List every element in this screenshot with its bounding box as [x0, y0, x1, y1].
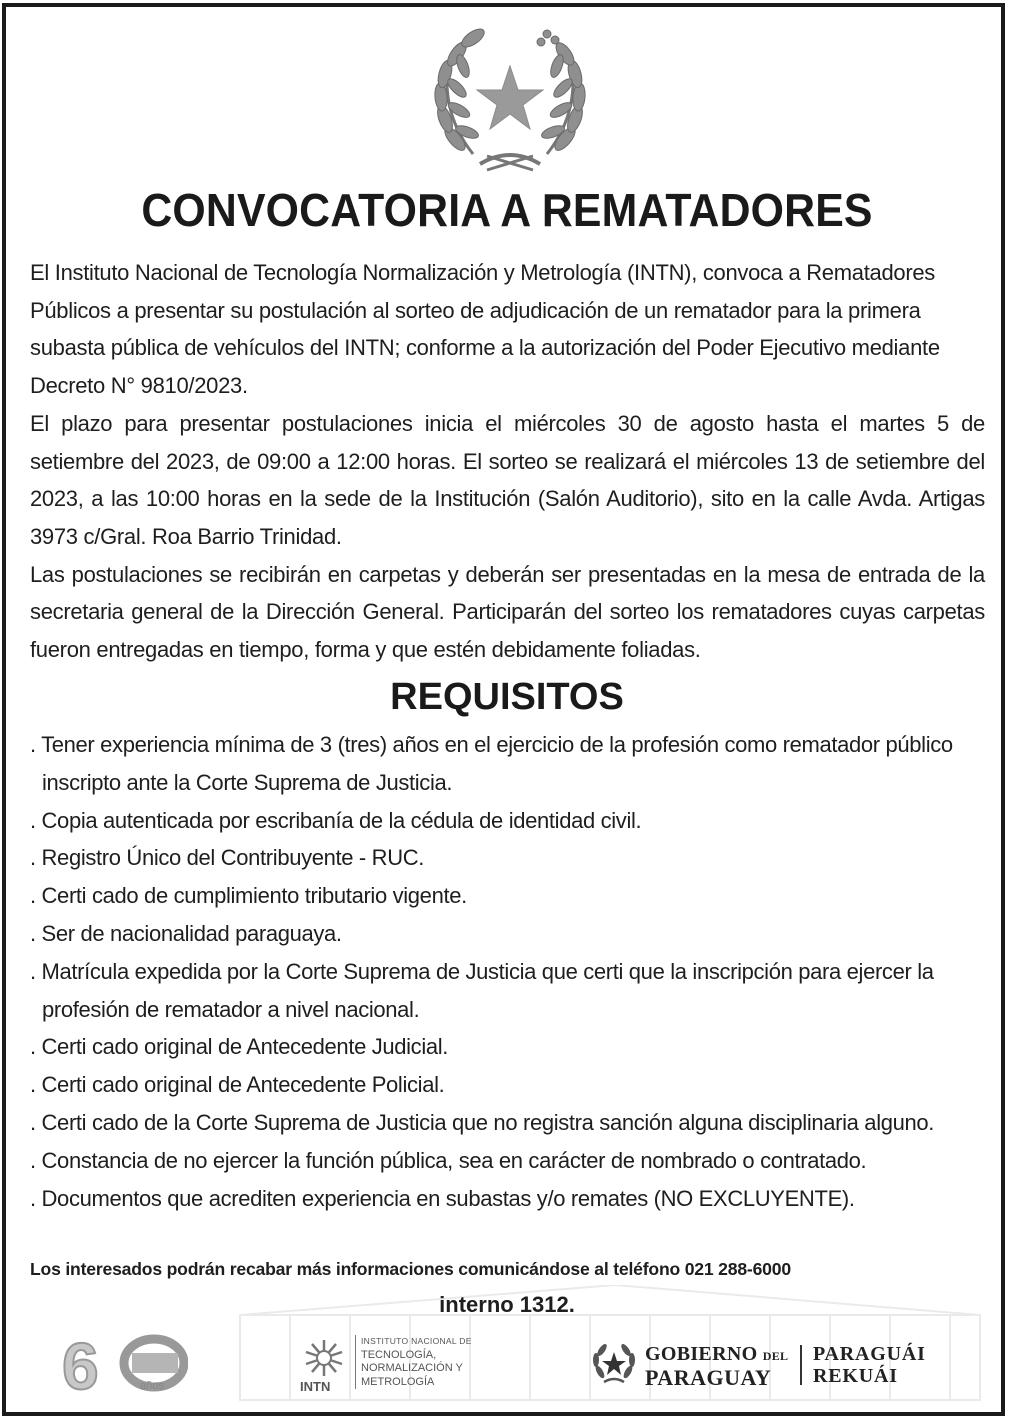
government-name — [645, 1343, 788, 1389]
page-title: CONVOCATORIA A REMATADORES — [141, 184, 873, 236]
divider — [800, 1345, 802, 1385]
requirements-heading: REQUISITOS — [390, 676, 624, 718]
intn-line: INSTITUTO NACIONAL DE — [361, 1336, 472, 1346]
slogan — [813, 1343, 926, 1387]
list-item: . Tener experiencia mínima de 3 (tres) años en el ejercicio de la profesión como rematador público inscripto ante la Corte Suprema de Justicia. — [30, 732, 953, 795]
contact-extension: interno 1312. — [439, 1292, 575, 1317]
slogan-line: PARAGUÁI — [813, 1343, 926, 1365]
intn-line: TECNOLOGÍA, — [361, 1348, 437, 1361]
slogan-line: REKUÁI — [813, 1365, 898, 1387]
paraguay-word: PARAGUAY — [645, 1365, 772, 1390]
paragraph-schedule: El plazo para presentar postulaciones inicia el miércoles 30 de agosto hasta el martes 5 de setiembre del 2023, de 09:00 a 12:00 horas. El sorteo se realizará el miércoles 13 de setiembre del 2023, a las 10:00 horas en la sede de la Institución (Salón Auditorio), sito en la calle Avda. Artigas 3973 c/Gral. Roa Barrio Trinidad. — [30, 410, 985, 549]
intn-name — [355, 1335, 472, 1389]
list-item: . Matrícula expedida por la Corte Suprema de Justicia que certi que la inscripción para ejercer la profesión de rematador a nivel nacional. — [30, 958, 934, 1022]
government-seal-icon — [590, 1342, 638, 1388]
list-item: . Certi cado original de Antecedente Judicial. — [30, 1034, 449, 1060]
list-item: . Certi cado original de Antecedente Policial. — [30, 1072, 445, 1098]
notice-body — [30, 254, 985, 669]
paragraph-intro: El Instituto Nacional de Tecnología Normalización y Metrología (INTN), convoca a Rematadores Públicos a presentar su postulación al sorteo de adjudicación de un rematador para la primera subasta pública de vehículos del INTN; conforme a la autorización del Poder Ejecutivo mediante Decreto N° 9810/2023. — [30, 260, 940, 399]
list-item: . Certi cado de la Corte Suprema de Justicia que no registra sanción alguna disciplinaria alguno. — [30, 1109, 935, 1135]
list-item: . Ser de nacionalidad paraguaya. — [30, 920, 342, 946]
gobierno-word: GOBIERNO — [645, 1343, 758, 1365]
list-item: . Certi cado de cumplimiento tributario vigente. — [30, 883, 467, 909]
list-item: . Copia autenticada por escribanía de la cédula de identidad civil. — [30, 807, 642, 833]
intn-line: NORMALIZACIÓN Y — [361, 1362, 463, 1374]
intn-line: METROLOGÍA — [361, 1375, 435, 1388]
requirements-list — [30, 726, 990, 1217]
intn-sunburst-icon — [300, 1338, 348, 1378]
del-word: DEL — [762, 1349, 789, 1363]
contact-line: Los interesados podrán recabar más informaciones comunicándose al teléfono 021 288-6000 — [30, 1259, 791, 1279]
paragraph-submission: Las postulaciones se recibirán en carpetas y deberán ser presentadas en la mesa de entrada de la secretaria general de la Dirección General. Participarán del sorteo los rematadores cuyas carpetas fueron entregadas en tiempo, forma y que estén debidamente foliadas. — [30, 561, 985, 663]
national-seal-icon — [425, 24, 595, 172]
anniversary-word: años — [140, 1380, 164, 1392]
list-item: . Constancia de no ejercer la función pública, sea en carácter de nombrado o contratado. — [30, 1147, 867, 1173]
anniversary-logo — [62, 1333, 188, 1393]
list-item: . Documentos que acrediten experiencia en subastas y/o remates (NO EXCLUYENTE). — [30, 1185, 855, 1211]
list-item: . Registro Único del Contribuyente - RUC. — [30, 845, 425, 871]
anniversary-number: 6 — [62, 1333, 99, 1393]
intn-acronym: INTN — [300, 1379, 331, 1394]
